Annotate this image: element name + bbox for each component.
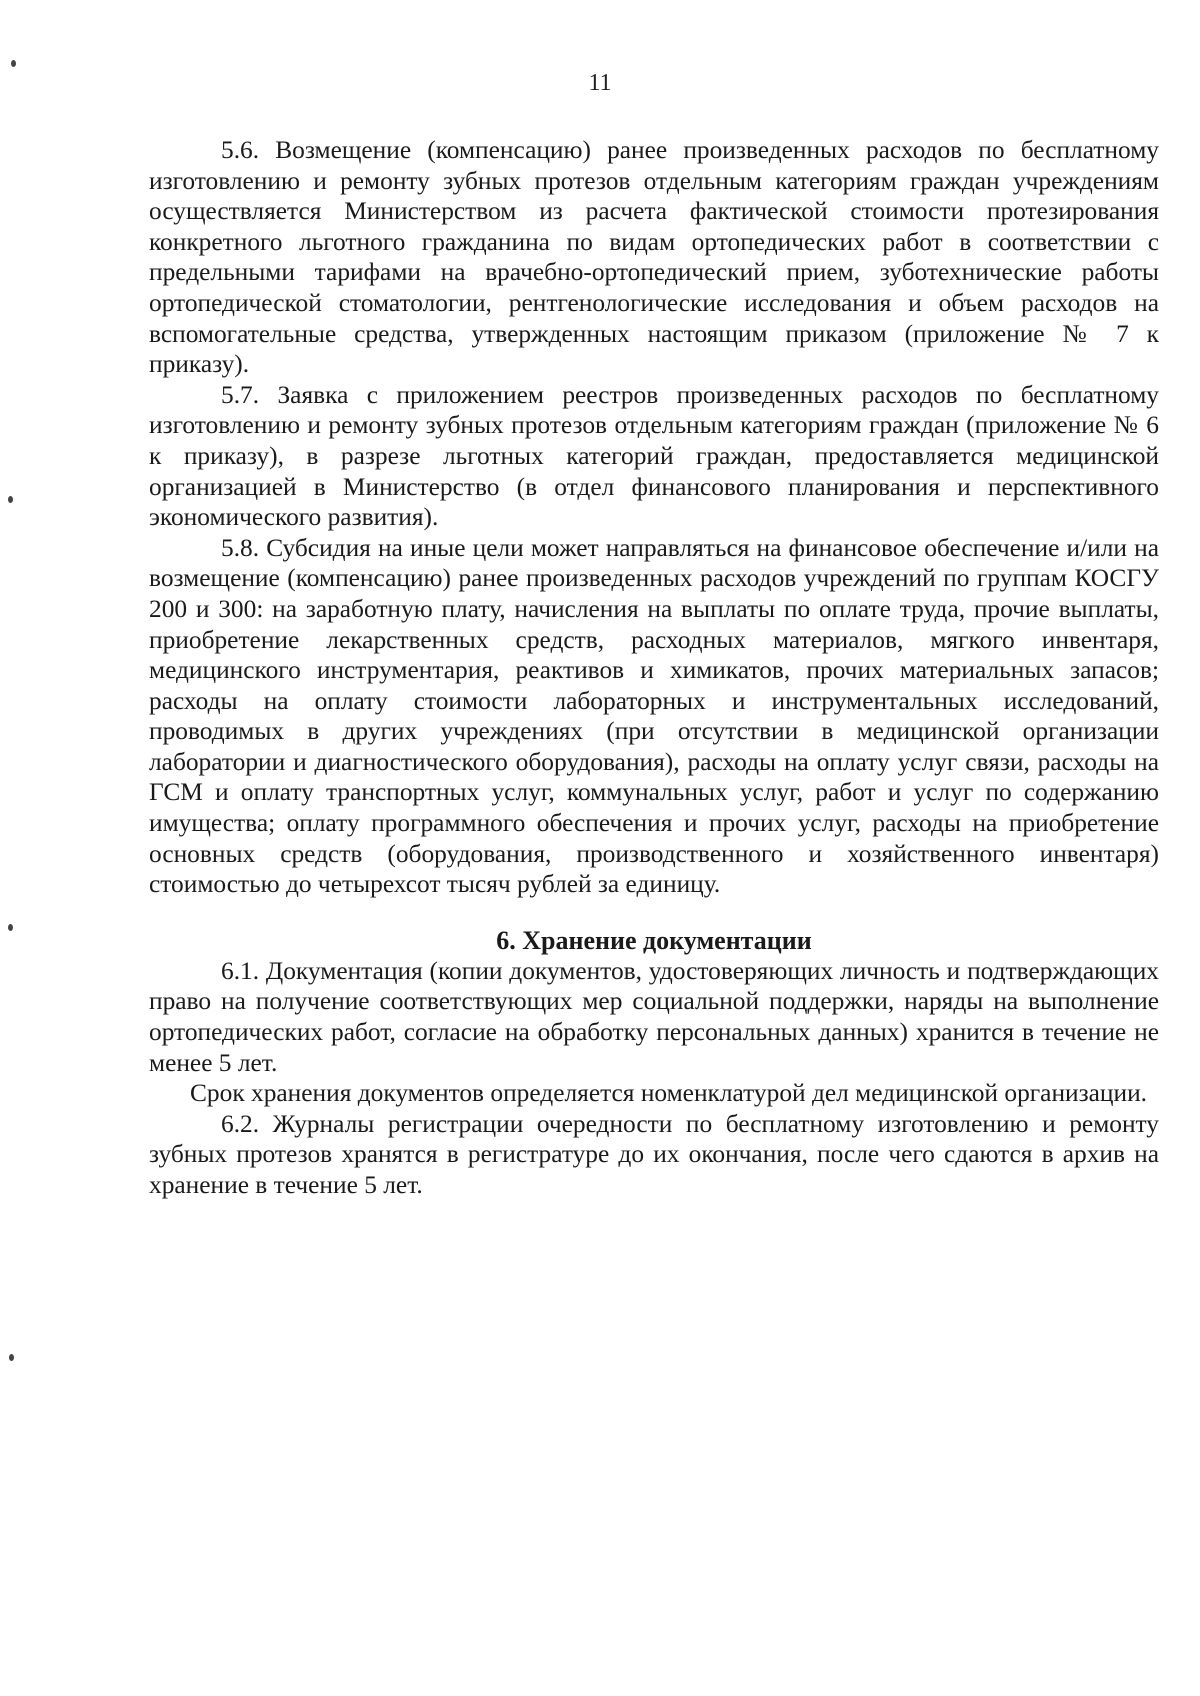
paragraph-5-6: 5.6. Возмещение (компенсацию) ранее произведенных расходов по бесплатному изготовлению и ремонту зубных протезов отдельным категориям граждан учреждениям осуществляется Министерством из расчета фактической стоимости протезирования конкретного льготного гражданина по видам ортопедических работ в соответствии с предельными тарифами на врачебно-ортопедический прием, зуботехнические работы ортопедической стоматологии, рентгенологические исследования и объем расходов на вспомогательные средства, утвержденных настоящим приказом (приложение № 7 к приказу). [149,136,1159,379]
scan-speck [8,496,13,503]
paragraph-storage-period: Срок хранения документов определяется номенклатурой дел медицинской организации. [190,1079,1148,1108]
page-number: 11 [588,70,612,96]
paragraph-5-7: 5.7. Заявка с приложением реестров произведенных расходов по бесплатному изготовлению и ремонту зубных протезов отдельным категориям граждан (приложение № 6 к приказу), в разрезе льготных категорий граждан, предоставляется медицинской организацией в Министерство (в отдел финансового планирования и перспективного экономического развития). [149,380,1159,532]
scan-speck [11,60,16,67]
paragraph-6-1: 6.1. Документация (копии документов, удостоверяющих личность и подтверждающих право на получение соответствующих мер социальной поддержки, наряды на выполнение ортопедических работ, согласие на обработку персональных данных) хранится в течение не менее 5 лет. [149,956,1159,1077]
scan-speck [9,1354,14,1361]
document-body [149,135,1159,1201]
section-heading: 6. Хранение документации [496,925,812,955]
paragraph-6-2: 6.2. Журналы регистрации очередности по бесплатному изготовлению и ремонту зубных протезов хранятся в регистратуре до их окончания, после чего сдаются в архив на хранение в течение 5 лет. [149,1109,1159,1199]
scan-speck [8,924,13,931]
paragraph-5-8: 5.8. Субсидия на иные цели может направляться на финансовое обеспечение и/или на возмещение (компенсацию) ранее произведенных расходов учреждений по группам КОСГУ 200 и 300: на заработную плату, начисления на выплаты по оплате труда, прочие выплаты, приобретение лекарственных средств, расходных материалов, мягкого инвентаря, медицинского инструментария, реактивов и химикатов, прочих материальных запасов; расходы на оплату стоимости лабораторных и инструментальных исследований, проводимых в других учреждениях (при отсутствии в медицинской организации лаборатории и диагностического оборудования), расходы на оплату услуг связи, расходы на ГСМ и оплату транспортных услуг, коммунальных услуг, работ и услуг по содержанию имущества; оплату программного обеспечения и прочих услуг, расходы на приобретение основных средств (оборудования, производственного и хозяйственного инвентаря) стоимостью до четырехсот тысяч рублей за единицу. [149,533,1159,899]
